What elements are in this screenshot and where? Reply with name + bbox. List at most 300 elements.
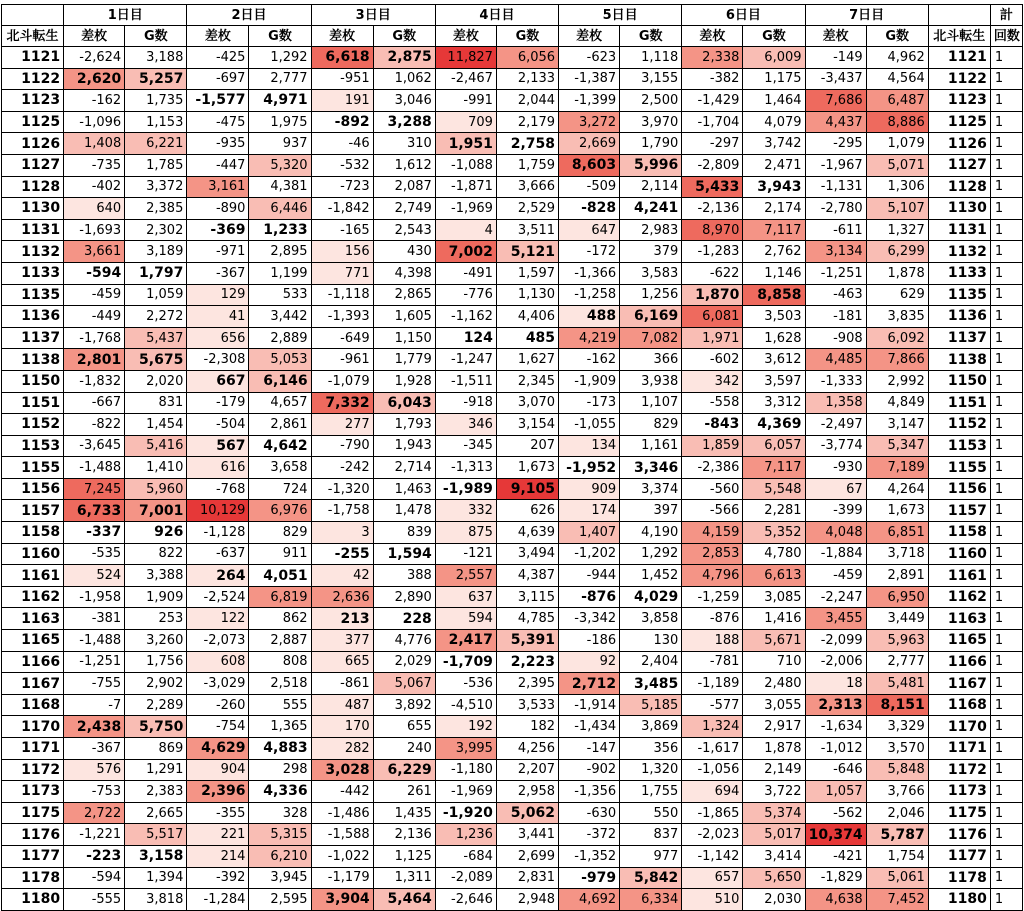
diff-cell-day-4: -991 (435, 90, 496, 112)
games-cell-day-1: 3,388 (125, 565, 187, 587)
games-cell-day-3: 1,463 (373, 478, 435, 500)
machine-number-cell: 1175 (2, 802, 64, 824)
diff-cell-day-3: -790 (311, 435, 373, 457)
diff-header-day-4: 差枚 (435, 26, 496, 47)
machine-number-cell: 1152 (2, 414, 64, 436)
games-cell-day-3: 1,311 (373, 867, 435, 889)
games-cell-day-4: 1,673 (496, 457, 558, 479)
machine-number-cell: 1133 (2, 262, 64, 284)
diff-cell-day-6: 5,433 (682, 176, 743, 198)
machine-number-cell-right: 1133 (928, 262, 990, 284)
games-cell-day-5: 2,114 (620, 176, 682, 198)
diff-cell-day-7: -930 (805, 457, 866, 479)
machine-number-cell-right: 1162 (928, 586, 990, 608)
games-cell-day-4: 3,441 (496, 824, 558, 846)
diff-header-day-2: 差枚 (187, 26, 249, 47)
machine-number-cell-right: 1136 (928, 306, 990, 328)
games-cell-day-3: 2,865 (373, 284, 435, 306)
count-cell: 1 (990, 781, 1022, 803)
diff-cell-day-3: -951 (311, 68, 373, 90)
machine-number-cell: 1161 (2, 565, 64, 587)
diff-cell-day-7: -3,437 (805, 68, 866, 90)
games-cell-day-2: 555 (249, 694, 311, 716)
diff-cell-day-5: -147 (559, 738, 620, 760)
games-cell-day-7: 5,071 (866, 154, 928, 176)
diff-cell-day-1: 2,620 (64, 68, 125, 90)
games-cell-day-1: 5,257 (125, 68, 187, 90)
games-cell-day-6: 2,917 (743, 716, 805, 738)
games-cell-day-4: 5,121 (496, 241, 558, 263)
games-cell-day-1: 2,289 (125, 694, 187, 716)
machine-number-cell-right: 1132 (928, 241, 990, 263)
games-cell-day-4: 5,062 (496, 802, 558, 824)
diff-cell-day-3: -723 (311, 176, 373, 198)
games-cell-day-1: 5,416 (125, 435, 187, 457)
games-cell-day-3: 1,943 (373, 435, 435, 457)
diff-cell-day-3: 42 (311, 565, 373, 587)
machine-number-cell-right: 1166 (928, 651, 990, 673)
games-cell-day-6: 4,079 (743, 111, 805, 133)
diff-cell-day-6: -558 (682, 392, 743, 414)
games-cell-day-3: 839 (373, 522, 435, 544)
games-cell-day-5: 3,869 (620, 716, 682, 738)
day-1-header: 1日目 (64, 5, 187, 26)
diff-cell-day-6: -577 (682, 694, 743, 716)
games-cell-day-3: 1,793 (373, 414, 435, 436)
machine-number-cell: 1170 (2, 716, 64, 738)
diff-cell-day-7: -2,780 (805, 198, 866, 220)
machine-number-cell: 1160 (2, 543, 64, 565)
games-cell-day-7: 4,962 (866, 47, 928, 69)
games-cell-day-3: 5,464 (373, 889, 435, 911)
diff-cell-day-4: 594 (435, 608, 496, 630)
diff-cell-day-3: -961 (311, 349, 373, 371)
machine-number-cell: 1121 (2, 47, 64, 69)
diff-cell-day-5: 488 (559, 306, 620, 328)
machine-number-cell: 1168 (2, 694, 64, 716)
games-cell-day-6: 4,369 (743, 414, 805, 436)
diff-cell-day-3: 377 (311, 630, 373, 652)
games-cell-day-4: 4,639 (496, 522, 558, 544)
diff-cell-day-5: -828 (559, 198, 620, 220)
diff-cell-day-7: 4,437 (805, 111, 866, 133)
diff-cell-day-5: -372 (559, 824, 620, 846)
games-cell-day-7: 7,866 (866, 349, 928, 371)
games-cell-day-4: 3,533 (496, 694, 558, 716)
games-cell-day-7: 5,107 (866, 198, 928, 220)
games-cell-day-2: 533 (249, 284, 311, 306)
games-cell-day-4: 2,044 (496, 90, 558, 112)
diff-cell-day-3: -1,758 (311, 500, 373, 522)
diff-cell-day-7: -2,247 (805, 586, 866, 608)
diff-cell-day-6: -382 (682, 68, 743, 90)
machine-header-right: 北斗転生 (928, 26, 990, 47)
diff-cell-day-4: -1,247 (435, 349, 496, 371)
diff-cell-day-5: -630 (559, 802, 620, 824)
machine-number-cell: 1171 (2, 738, 64, 760)
count-cell: 1 (990, 219, 1022, 241)
games-cell-day-6: 5,374 (743, 802, 805, 824)
machine-number-cell: 1153 (2, 435, 64, 457)
machine-number-cell: 1180 (2, 889, 64, 911)
games-cell-day-1: 3,260 (125, 630, 187, 652)
machine-number-cell-right: 1157 (928, 500, 990, 522)
diff-cell-day-7: -2,099 (805, 630, 866, 652)
diff-cell-day-1: -459 (64, 284, 125, 306)
games-cell-day-2: 1,233 (249, 219, 311, 241)
games-cell-day-4: 2,831 (496, 867, 558, 889)
games-cell-day-1: 1,785 (125, 154, 187, 176)
games-cell-day-2: 6,146 (249, 370, 311, 392)
count-cell: 1 (990, 543, 1022, 565)
diff-cell-day-2: 41 (187, 306, 249, 328)
games-cell-day-1: 1,454 (125, 414, 187, 436)
table-row (2, 845, 1023, 867)
games-cell-day-7: 1,327 (866, 219, 928, 241)
games-cell-day-2: 298 (249, 759, 311, 781)
count-cell: 1 (990, 586, 1022, 608)
diff-cell-day-4: 4 (435, 219, 496, 241)
games-cell-day-1: 6,221 (125, 133, 187, 155)
machine-number-cell-right: 1131 (928, 219, 990, 241)
machine-number-cell: 1172 (2, 759, 64, 781)
diff-cell-day-1: -1,768 (64, 327, 125, 349)
diff-cell-day-4: -1,088 (435, 154, 496, 176)
games-cell-day-7: 4,564 (866, 68, 928, 90)
games-cell-day-6: 3,612 (743, 349, 805, 371)
diff-cell-day-1: 2,722 (64, 802, 125, 824)
diff-cell-day-7: -3,774 (805, 435, 866, 457)
games-cell-day-4: 485 (496, 327, 558, 349)
diff-cell-day-5: -1,202 (559, 543, 620, 565)
machine-number-cell-right: 1150 (928, 370, 990, 392)
diff-cell-day-5: -944 (559, 565, 620, 587)
machine-number-cell: 1138 (2, 349, 64, 371)
diff-cell-day-5: 647 (559, 219, 620, 241)
diff-cell-day-7: -149 (805, 47, 866, 69)
count-header-top: 計 (990, 5, 1022, 26)
count-cell: 1 (990, 241, 1022, 263)
games-cell-day-1: 3,158 (125, 845, 187, 867)
diff-cell-day-1: 7,245 (64, 478, 125, 500)
diff-cell-day-7: 18 (805, 673, 866, 695)
diff-cell-day-4: -121 (435, 543, 496, 565)
table-row (2, 824, 1023, 846)
diff-cell-day-5: -1,356 (559, 781, 620, 803)
games-cell-day-7: 8,151 (866, 694, 928, 716)
games-cell-day-7: 5,848 (866, 759, 928, 781)
games-cell-day-6: 1,146 (743, 262, 805, 284)
games-cell-day-3: 3,892 (373, 694, 435, 716)
machine-number-cell: 1162 (2, 586, 64, 608)
table-row (2, 759, 1023, 781)
count-header-bottom: 回数 (990, 26, 1022, 47)
diff-cell-day-6: -602 (682, 349, 743, 371)
machine-number-cell: 1127 (2, 154, 64, 176)
games-cell-day-3: 1,062 (373, 68, 435, 90)
diff-cell-day-4: -684 (435, 845, 496, 867)
games-cell-day-1: 1,153 (125, 111, 187, 133)
diff-cell-day-2: -1,577 (187, 90, 249, 112)
diff-cell-day-4: -1,969 (435, 781, 496, 803)
machine-number-cell-right: 1168 (928, 694, 990, 716)
count-cell: 1 (990, 565, 1022, 587)
table-row (2, 889, 1023, 911)
day-7-header: 7日目 (805, 5, 928, 26)
diff-cell-day-6: 6,081 (682, 306, 743, 328)
games-cell-day-1: 1,410 (125, 457, 187, 479)
games-cell-day-1: 5,517 (125, 824, 187, 846)
machine-number-cell-right: 1160 (928, 543, 990, 565)
diff-cell-day-6: 1,324 (682, 716, 743, 738)
games-cell-day-4: 3,494 (496, 543, 558, 565)
diff-cell-day-1: -1,096 (64, 111, 125, 133)
diff-cell-day-7: -1,251 (805, 262, 866, 284)
diff-cell-day-5: -186 (559, 630, 620, 652)
games-cell-day-7: 3,329 (866, 716, 928, 738)
games-cell-day-5: 1,755 (620, 781, 682, 803)
games-cell-day-5: 3,858 (620, 608, 682, 630)
diff-cell-day-3: 156 (311, 241, 373, 263)
games-cell-day-1: 1,756 (125, 651, 187, 673)
games-cell-day-1: 2,385 (125, 198, 187, 220)
diff-cell-day-4: 332 (435, 500, 496, 522)
games-cell-day-3: 1,478 (373, 500, 435, 522)
diff-cell-day-4: 124 (435, 327, 496, 349)
count-cell: 1 (990, 522, 1022, 544)
machine-number-cell: 1177 (2, 845, 64, 867)
games-cell-day-2: 6,819 (249, 586, 311, 608)
diff-cell-day-2: 221 (187, 824, 249, 846)
diff-cell-day-3: 7,332 (311, 392, 373, 414)
table-row (2, 198, 1023, 220)
count-cell: 1 (990, 133, 1022, 155)
table-row (2, 694, 1023, 716)
games-cell-day-7: 1,079 (866, 133, 928, 155)
games-cell-day-2: 5,053 (249, 349, 311, 371)
diff-cell-day-1: -381 (64, 608, 125, 630)
games-cell-day-5: 4,241 (620, 198, 682, 220)
table-row (2, 262, 1023, 284)
machine-number-cell: 1163 (2, 608, 64, 630)
games-cell-day-7: 3,449 (866, 608, 928, 630)
machine-number-cell-right: 1151 (928, 392, 990, 414)
diff-cell-day-2: 264 (187, 565, 249, 587)
games-cell-day-1: 5,675 (125, 349, 187, 371)
diff-cell-day-3: 3,904 (311, 889, 373, 911)
table-row (2, 349, 1023, 371)
games-cell-day-5: 1,790 (620, 133, 682, 155)
diff-cell-day-4: -345 (435, 435, 496, 457)
games-cell-day-6: 8,858 (743, 284, 805, 306)
diff-cell-day-2: 608 (187, 651, 249, 673)
games-cell-day-3: 4,398 (373, 262, 435, 284)
diff-cell-day-7: 3,134 (805, 241, 866, 263)
diff-cell-day-6: -1,865 (682, 802, 743, 824)
diff-cell-day-3: -532 (311, 154, 373, 176)
diff-cell-day-5: -979 (559, 867, 620, 889)
diff-cell-day-7: 4,638 (805, 889, 866, 911)
games-cell-day-2: 4,381 (249, 176, 311, 198)
games-cell-day-6: 4,780 (743, 543, 805, 565)
machine-number-cell: 1157 (2, 500, 64, 522)
diff-cell-day-6: -2,386 (682, 457, 743, 479)
diff-cell-day-2: -179 (187, 392, 249, 414)
diff-cell-day-5: 909 (559, 478, 620, 500)
games-cell-day-3: 2,087 (373, 176, 435, 198)
games-cell-day-5: 1,452 (620, 565, 682, 587)
games-cell-day-2: 4,971 (249, 90, 311, 112)
diff-cell-day-1: -1,251 (64, 651, 125, 673)
diff-cell-day-7: -463 (805, 284, 866, 306)
games-cell-day-4: 182 (496, 716, 558, 738)
games-cell-day-6: 6,613 (743, 565, 805, 587)
diff-cell-day-1: -667 (64, 392, 125, 414)
diff-cell-day-5: -1,914 (559, 694, 620, 716)
games-cell-day-3: 1,125 (373, 845, 435, 867)
diff-cell-day-6: 657 (682, 867, 743, 889)
games-cell-day-6: 2,174 (743, 198, 805, 220)
diff-cell-day-3: 282 (311, 738, 373, 760)
diff-cell-day-4: -2,467 (435, 68, 496, 90)
diff-cell-day-6: -781 (682, 651, 743, 673)
games-cell-day-4: 4,406 (496, 306, 558, 328)
table-row (2, 133, 1023, 155)
diff-cell-day-1: -2,624 (64, 47, 125, 69)
games-cell-day-5: 5,185 (620, 694, 682, 716)
diff-cell-day-3: -1,486 (311, 802, 373, 824)
machine-number-cell-right: 1156 (928, 478, 990, 500)
count-cell: 1 (990, 262, 1022, 284)
machine-number-cell: 1166 (2, 651, 64, 673)
diff-cell-day-4: -1,511 (435, 370, 496, 392)
diff-cell-day-2: 2,396 (187, 781, 249, 803)
games-cell-day-2: 4,883 (249, 738, 311, 760)
header-blank-left (2, 5, 64, 26)
diff-cell-day-4: -918 (435, 392, 496, 414)
diff-cell-day-4: -1,920 (435, 802, 496, 824)
count-cell: 1 (990, 392, 1022, 414)
diff-cell-day-1: -1,832 (64, 370, 125, 392)
count-cell: 1 (990, 500, 1022, 522)
games-cell-day-2: 808 (249, 651, 311, 673)
diff-cell-day-1: -753 (64, 781, 125, 803)
diff-cell-day-6: 1,971 (682, 327, 743, 349)
games-cell-day-5: 3,155 (620, 68, 682, 90)
games-cell-day-2: 6,210 (249, 845, 311, 867)
games-cell-day-3: 5,067 (373, 673, 435, 695)
diff-cell-day-6: 2,853 (682, 543, 743, 565)
day-2-header: 2日目 (187, 5, 311, 26)
games-cell-day-1: 926 (125, 522, 187, 544)
games-cell-day-1: 5,437 (125, 327, 187, 349)
count-cell: 1 (990, 457, 1022, 479)
games-cell-day-1: 831 (125, 392, 187, 414)
diff-cell-day-7: -421 (805, 845, 866, 867)
diff-cell-day-2: 904 (187, 759, 249, 781)
diff-cell-day-5: -876 (559, 586, 620, 608)
machine-number-cell: 1136 (2, 306, 64, 328)
diff-cell-day-4: 7,002 (435, 241, 496, 263)
games-cell-day-7: 6,299 (866, 241, 928, 263)
games-cell-day-2: 1,292 (249, 47, 311, 69)
count-cell: 1 (990, 694, 1022, 716)
diff-cell-day-7: -908 (805, 327, 866, 349)
diff-cell-day-1: -555 (64, 889, 125, 911)
games-cell-day-3: 2,749 (373, 198, 435, 220)
machine-number-cell-right: 1121 (928, 47, 990, 69)
diff-cell-day-2: -447 (187, 154, 249, 176)
diff-cell-day-2: 616 (187, 457, 249, 479)
games-cell-day-6: 2,471 (743, 154, 805, 176)
diff-cell-day-3: -1,588 (311, 824, 373, 846)
table-row (2, 68, 1023, 90)
count-cell: 1 (990, 608, 1022, 630)
games-cell-day-5: 1,320 (620, 759, 682, 781)
diff-cell-day-4: -776 (435, 284, 496, 306)
count-cell: 1 (990, 867, 1022, 889)
games-cell-day-7: 5,481 (866, 673, 928, 695)
diff-cell-day-4: 3,995 (435, 738, 496, 760)
count-cell: 1 (990, 176, 1022, 198)
diff-cell-day-6: 1,870 (682, 284, 743, 306)
games-cell-day-3: 2,543 (373, 219, 435, 241)
diff-cell-day-4: 2,417 (435, 630, 496, 652)
diff-cell-day-1: -337 (64, 522, 125, 544)
games-cell-day-7: 3,766 (866, 781, 928, 803)
diff-cell-day-3: -1,118 (311, 284, 373, 306)
diff-cell-day-5: 1,407 (559, 522, 620, 544)
diff-cell-day-6: 8,970 (682, 219, 743, 241)
diff-cell-day-1: -1,693 (64, 219, 125, 241)
diff-cell-day-4: -4,510 (435, 694, 496, 716)
machine-number-cell-right: 1125 (928, 111, 990, 133)
games-cell-day-3: 1,435 (373, 802, 435, 824)
games-cell-day-3: 1,594 (373, 543, 435, 565)
games-cell-day-1: 3,818 (125, 889, 187, 911)
diff-cell-day-3: 2,636 (311, 586, 373, 608)
games-cell-day-5: 1,292 (620, 543, 682, 565)
games-cell-day-2: 1,365 (249, 716, 311, 738)
games-cell-day-5: 3,485 (620, 673, 682, 695)
machine-number-cell-right: 1153 (928, 435, 990, 457)
diff-cell-day-6: -622 (682, 262, 743, 284)
machine-number-cell-right: 1138 (928, 349, 990, 371)
diff-cell-day-2: -392 (187, 867, 249, 889)
games-cell-day-3: 4,776 (373, 630, 435, 652)
machine-number-cell-right: 1178 (928, 867, 990, 889)
diff-cell-day-4: -1,180 (435, 759, 496, 781)
games-cell-day-2: 2,861 (249, 414, 311, 436)
diff-cell-day-5: -1,387 (559, 68, 620, 90)
games-cell-day-7: 3,835 (866, 306, 928, 328)
machine-number-cell-right: 1175 (928, 802, 990, 824)
diff-cell-day-4: 11,827 (435, 47, 496, 69)
games-cell-day-7: 1,306 (866, 176, 928, 198)
machine-number-cell-right: 1155 (928, 457, 990, 479)
games-cell-day-6: 6,057 (743, 435, 805, 457)
games-cell-day-4: 1,759 (496, 154, 558, 176)
diff-cell-day-7: 4,048 (805, 522, 866, 544)
games-cell-day-4: 4,256 (496, 738, 558, 760)
diff-cell-day-3: 191 (311, 90, 373, 112)
games-cell-day-4: 2,529 (496, 198, 558, 220)
diff-header-day-7: 差枚 (805, 26, 866, 47)
diff-cell-day-7: 67 (805, 478, 866, 500)
games-cell-day-4: 3,115 (496, 586, 558, 608)
games-cell-day-7: 5,963 (866, 630, 928, 652)
games-cell-day-4: 207 (496, 435, 558, 457)
